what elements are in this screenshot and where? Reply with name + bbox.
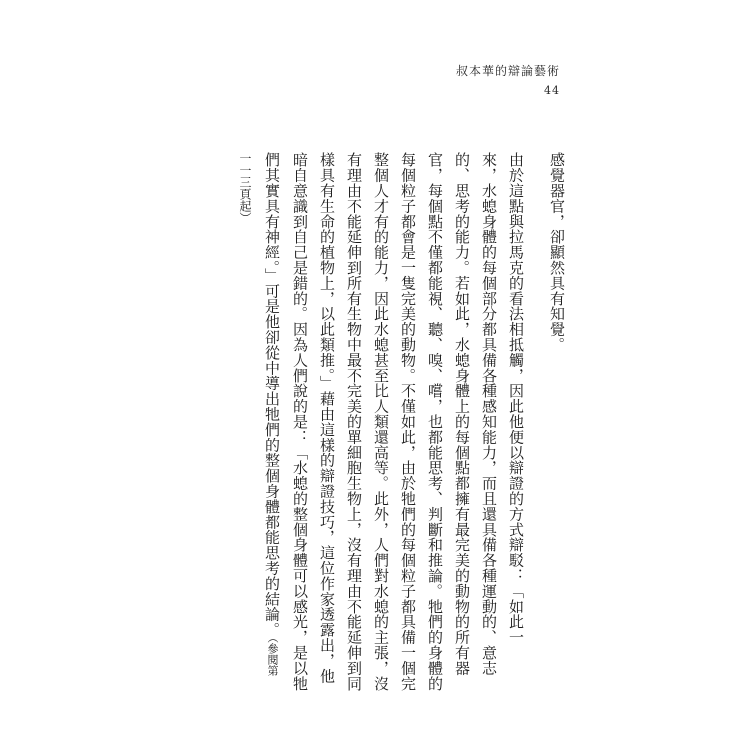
citation-line: 一一三頁起） xyxy=(238,152,252,224)
text-line: 來，水螅身體的每個部分都具備各種感知能力，而且還具備各種運動的、意志 xyxy=(480,152,498,676)
text-line: 由於這點與拉馬克的看法相抵觸，因此他便以辯證的方式辯駁：「如此一 xyxy=(507,152,525,645)
page-number: 44 xyxy=(544,84,560,97)
text-line: 每個粒子都會是一隻完美的動物。不僅如此，由於牠們的每個粒子都具備一個完 xyxy=(399,152,417,691)
body-text xyxy=(238,152,570,691)
citation-open: （參閱第 xyxy=(266,637,279,676)
text-line: 暗自意識到自己是錯的。因為人們說的是：「水螅的整個身體可以感光，是以牠 xyxy=(291,152,309,691)
text-line: 官，每個點不僅都能視、聽、嗅、嚐，也都能思考、判斷和推論。牠們的身體的 xyxy=(426,152,444,691)
text-line xyxy=(258,152,286,676)
text-line: 感覺器官，卻顯然具有知覺。 xyxy=(548,152,566,353)
text-line: 的、思考的能力。若如此，水螅身體上的每個點都擁有最完美的動物的所有器 xyxy=(453,152,471,676)
text-line: 有理由不能延伸到所有生物中最不完美的單細胞生物上，沒有理由不能延伸到同 xyxy=(345,152,363,691)
text-line-main: 們其實具有神經。」可是他卻從中導出牠們的整個身體都能思考的結論。 xyxy=(263,152,281,638)
text-line: 整個人才有的能力，因此水螅甚至比人類還高等。此外，人們對水螅的主張，沒 xyxy=(372,152,390,691)
running-header-title: 叔本華的辯論藝術 xyxy=(455,64,560,78)
text-line: 樣具有生命的植物上，以此類推。」藉由這樣的辯證技巧，這位作家透露出，他 xyxy=(318,152,336,684)
